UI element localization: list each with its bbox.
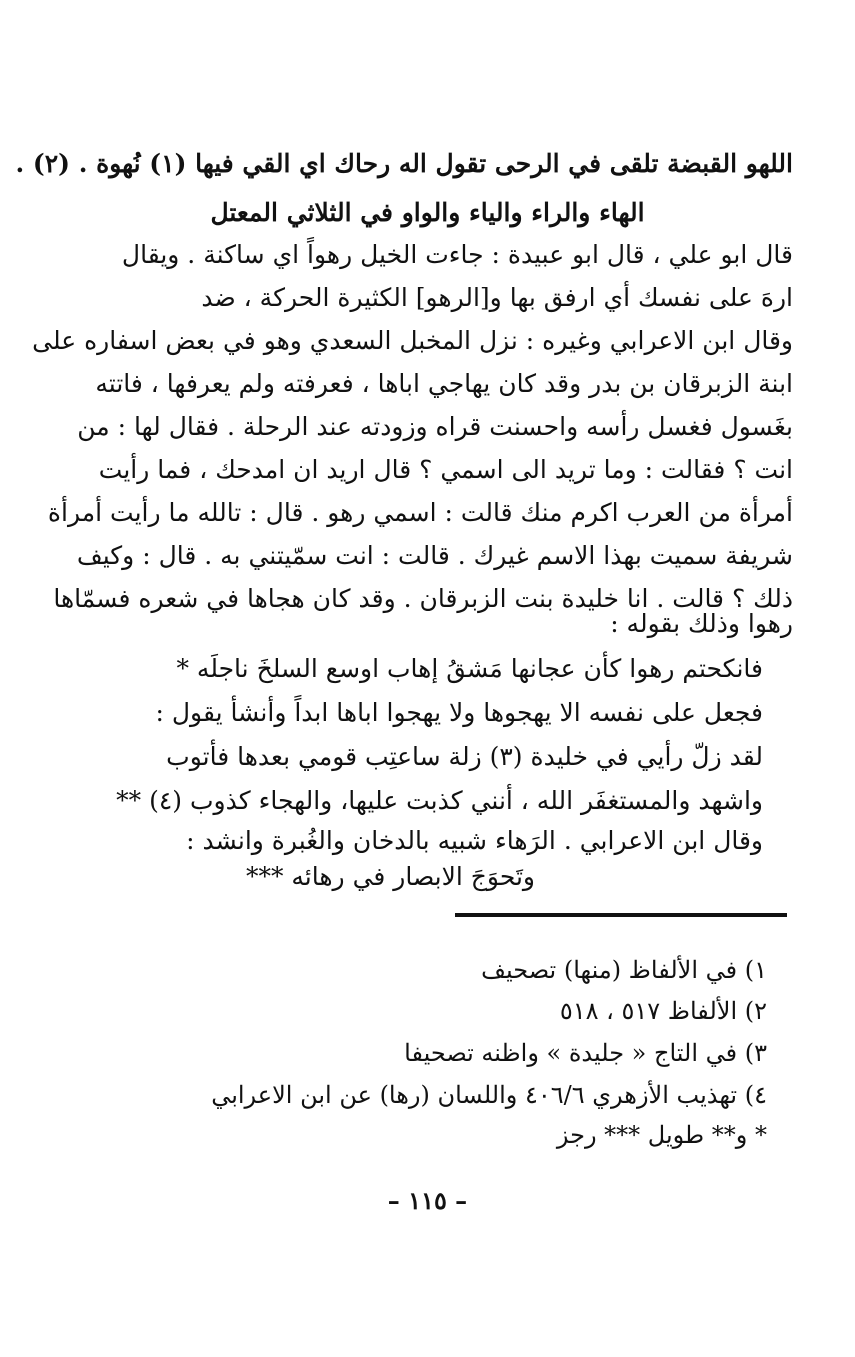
paragraph2-line: ذلك ؟ قالت . انا خليدة بنت الزبرقان . وقد كان هجاها في شعره فسمّاها [53,584,793,613]
footnote: ١) في الألفاظ (منها) تصحيف [481,956,767,984]
footnote: ٣) في التاج « جليدة » واظنه تصحيفا [404,1039,767,1067]
paragraph2-line: وقال ابن الاعرابي وغيره : نزل المخبل السعدي وهو في بعض اسفاره على [32,326,793,355]
footnote-separator [455,913,787,917]
paragraph1-line: ارهَ على نفسك أي ارفق بها و[الرهو] الكثيرة الحركة ، ضد [201,283,793,312]
footnote: ٤) تهذيب الأزهري ٤٠٦/٦ واللسان (رها) عن ابن الاعرابي [211,1081,767,1109]
paragraph2-line: شريفة سميت بهذا الاسم غيرك . قالت : انت سمّيتني به . قال : وكيف [76,541,793,570]
verse-line: واشهد والمستغفَر الله ، أنني كذبت عليها، والهجاء كذوب (٤) ** [116,786,763,815]
paragraph2-line: انت ؟ فقالت : وما تريد الى اسمي ؟ قال اريد ان امدحك ، فما رأيت [98,455,793,484]
verse-line: لقد زلّ رأيي في خليدة (٣) زلة ساعتِب قومي بعدها فأتوب [166,742,763,771]
verse-line: وقال ابن الاعرابي . الرَهاء شبيه بالدخان والغُبرة وانشد : [186,826,763,855]
paragraph2-line: بغَسول فغسل رأسه واحسنت قراه وزودته عند الرحلة . فقال لها : من [77,412,793,441]
footnote: * و** طويل *** رجز [556,1121,767,1149]
paragraph2-line: رهوا وذلك بقوله : [610,609,793,638]
verse-line: فجعل على نفسه الا يهجوها ولا يهجوا اباها ابداً وأنشأ يقول : [155,698,763,727]
top-line: اللهو القبضة تلقى في الرحى تقول اله رحاك اي القي فيها (١) نُهوة . (٢) . [15,149,793,178]
paragraph2-line: ابنة الزبرقان بن بدر وقد كان يهاجي اباها ، فعرفته ولم يعرفها ، فاتته [95,369,793,398]
paragraph1-line: قال ابو علي ، قال ابو عبيدة : جاءت الخيل رهواً اي ساكنة . ويقال [121,240,793,269]
paragraph2-line: أمرأة من العرب اكرم منك قالت : اسمي رهو . قال : تالله ما رأيت أمرأة [47,498,793,527]
verse-line: وتَحوَجَ الابصار في رهائه *** [245,862,535,891]
section-heading: الهاء والراء والياء والواو في الثلاثي المعتل [210,198,645,227]
footnote: ٢) الألفاظ ٥١٧ ، ٥١٨ [559,997,767,1025]
verse-line: فانكحتم رهوا كأن عجانها مَشقُ إهاب اوسع السلخَ ناجلَه * [176,654,763,683]
page-number: – ١١٥ – [387,1186,468,1215]
